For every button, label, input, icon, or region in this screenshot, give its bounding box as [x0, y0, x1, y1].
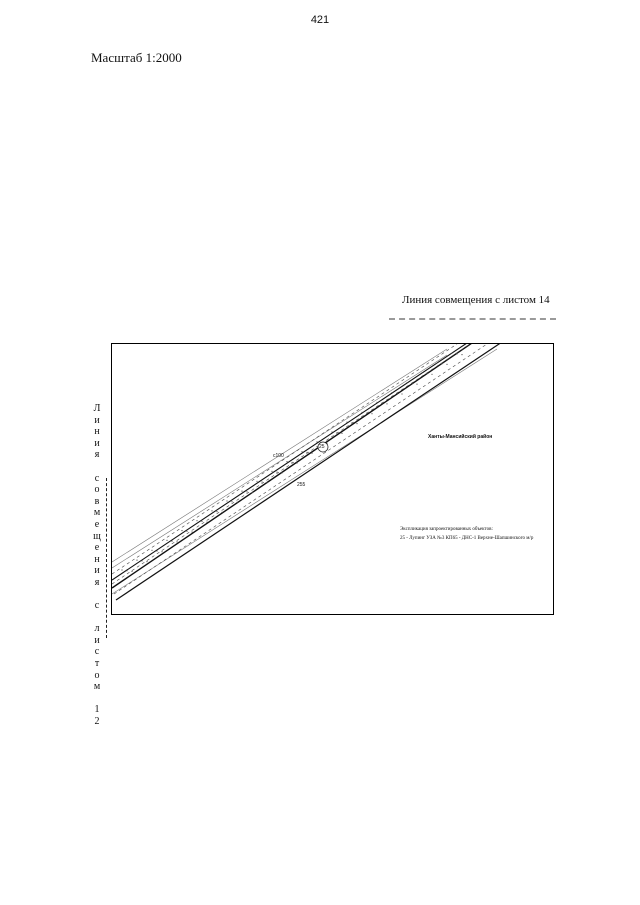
left-join-label-char: и — [94, 414, 100, 426]
page-number: 421 — [310, 14, 330, 26]
left-join-label-char — [91, 589, 103, 601]
region-label: Ханты-Мансийский район — [428, 434, 493, 440]
label-a: с100 — [273, 453, 284, 459]
terrain-dot — [186, 531, 187, 532]
object-number: 25 — [319, 444, 325, 450]
terrain-dot — [316, 441, 317, 442]
terrain-dot — [146, 561, 147, 562]
terrain-dot — [296, 462, 297, 463]
terrain-dot — [401, 393, 402, 394]
terrain-dot — [461, 354, 462, 355]
left-join-label-char: н — [94, 426, 100, 438]
terrain-dot — [166, 540, 167, 541]
terrain-dot — [176, 541, 177, 542]
legend-title: Экспликация запроектированных объектов: — [400, 527, 493, 532]
terrain-dot — [271, 471, 272, 472]
terrain-dot — [131, 571, 132, 572]
terrain-dot — [411, 383, 412, 384]
terrain-dot — [281, 472, 282, 473]
terrain-dot — [276, 472, 277, 473]
terrain-dot — [341, 433, 342, 434]
left-join-line — [106, 478, 107, 638]
dashed-lines — [112, 344, 487, 594]
terrain-dot — [261, 481, 262, 482]
terrain-dot — [311, 453, 312, 454]
terrain-dot — [246, 491, 247, 492]
terrain-dot — [196, 520, 197, 521]
terrain-dot — [301, 451, 302, 452]
left-join-label-char — [91, 461, 103, 473]
terrain-dot — [161, 551, 162, 552]
terrain-dot — [236, 502, 237, 503]
terrain-dot — [191, 531, 192, 532]
left-join-label-char: е — [94, 542, 100, 554]
terrain-dot — [386, 403, 387, 404]
terrain-dot — [181, 530, 182, 531]
left-join-label-char: и — [94, 634, 100, 646]
corridor-boundary-lines — [112, 349, 497, 594]
left-join-label-char: Л — [93, 403, 101, 414]
left-join-label-char: т — [94, 658, 100, 670]
terrain-dot — [436, 362, 437, 363]
left-join-label-char: о — [94, 484, 100, 496]
terrain-dot — [216, 511, 217, 512]
left-join-label-char: м — [93, 507, 101, 519]
terrain-dot — [336, 432, 337, 433]
terrain-dot — [121, 569, 122, 570]
terrain-dot — [426, 373, 427, 374]
left-join-label-char: и — [94, 565, 100, 577]
left-join-label-char: я — [94, 576, 100, 588]
left-join-label-char — [91, 612, 103, 624]
terrain-dot — [366, 412, 367, 413]
left-join-label-char: с — [94, 472, 100, 484]
left-join-label-char: я — [94, 449, 100, 461]
left-join-label-char: 1 — [94, 704, 100, 716]
left-join-label-char: и — [94, 437, 100, 449]
left-join-label-char: щ — [93, 530, 101, 542]
terrain-dot — [231, 501, 232, 502]
terrain-dot — [256, 481, 257, 482]
left-join-label-char: е — [94, 518, 100, 530]
terrain-dot — [446, 364, 447, 365]
terrain-dot — [431, 374, 432, 375]
legend-item: 25 - Лупинг УЗА №3 КП65 - ДНС-1 Верхне-Шапшинского м/р — [400, 536, 534, 541]
terrain-dot — [416, 384, 417, 385]
terrain-dot — [286, 461, 287, 462]
terrain-dot — [421, 372, 422, 373]
terrain-dot — [356, 423, 357, 424]
terrain-dot — [351, 422, 352, 423]
terrain-dot — [241, 491, 242, 492]
left-join-label-char: 2 — [94, 716, 100, 728]
map-drawing — [112, 344, 554, 615]
left-join-label-char — [91, 693, 103, 705]
scale-label: Масштаб 1:2000 — [91, 50, 182, 65]
terrain-dot — [391, 392, 392, 393]
terrain-dot — [306, 452, 307, 453]
terrain-dot — [361, 412, 362, 413]
terrain-dot — [136, 560, 137, 561]
terrain-dot — [206, 522, 207, 523]
terrain-dot — [331, 431, 332, 432]
terrain-dot — [141, 560, 142, 561]
left-join-line-label — [91, 403, 103, 728]
label-b: 255 — [297, 482, 306, 488]
terrain-dot — [381, 403, 382, 404]
terrain-dot — [156, 550, 157, 551]
map-frame — [111, 343, 554, 615]
terrain-dot — [221, 512, 222, 513]
terrain-dot — [456, 353, 457, 354]
terrain-dot — [376, 402, 377, 403]
top-join-line-label: Линия совмещения с листом 14 — [402, 294, 550, 306]
terrain-dot — [396, 393, 397, 394]
top-join-line — [389, 318, 556, 320]
terrain-dot — [346, 422, 347, 423]
terrain-dot — [441, 363, 442, 364]
terrain-dot — [371, 413, 372, 414]
left-join-label-char: н — [94, 553, 100, 565]
terrain-dot — [171, 541, 172, 542]
terrain-dot — [406, 382, 407, 383]
left-join-label-char: о — [94, 669, 100, 681]
terrain-dot — [266, 482, 267, 483]
left-join-label-char: в — [94, 495, 100, 507]
terrain-dot — [291, 462, 292, 463]
terrain-dot — [211, 510, 212, 511]
pipeline-lines — [112, 344, 502, 600]
left-join-label-char: с — [94, 646, 100, 658]
terrain-dot — [126, 570, 127, 571]
left-join-label-char: л — [94, 623, 100, 635]
terrain-dot — [451, 353, 452, 354]
terrain-dot — [201, 521, 202, 522]
terrain-dot — [226, 500, 227, 501]
terrain-dot — [251, 492, 252, 493]
terrain-dot — [151, 550, 152, 551]
left-join-label-char: м — [93, 681, 101, 693]
left-join-label-char: с — [94, 600, 100, 612]
